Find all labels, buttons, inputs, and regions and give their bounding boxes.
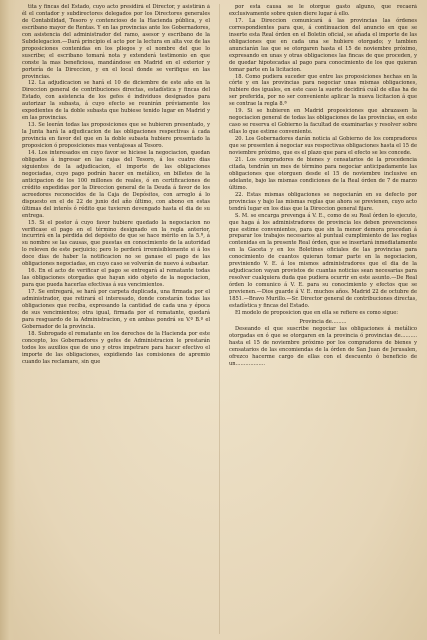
paragraph: Deseando el que suscribe negociar las obligaciones á metálico otorgadas en ó que se otorgaren en la provincia ó provincias de.......... hasta el 15 de noviembre próximo por los compradores de bienes y censatarios de las encomiendas de la órden de San Juan de Jerusalen, ofrezco hacerme cargo de ellas con el descuento ó beneficio de un.................. — [229, 325, 417, 367]
left-column — [22, 4, 210, 634]
paragraph: S. M. se encarga prevenga á V. E., como de su Real órden lo ejecuto, que haga á los administradores de provincia les deben prevenciones que estime convenientes, para que sin la menor demora procedan á preparar los trabajos necesarios al puntual cumplimiento de las reglas contenidas en la presente Real órden, que se insertará inmediatamente en la Gaceta y en los Boletines oficiales de las provincias para conocimiento de cuantos quieran tomar parte en la negociacion, previniendo V. E. á los mismos administradores que el dia de la adjudicacion vayan provistos de cuantas noticias sean necesarias para resolver cualquiera duda que pudiera ocurrir en este asunto.—De Real órden lo comunico á V. E. para su conocimiento y efectos que se previenen.—Dios guarde á V. E. muchos años. Madrid 22 de octubre de 1851.—Bravo Murillo.—Sr. Director general de contribuciones directas, estadística y fincas del Estado. — [229, 212, 417, 309]
paragraph: 13. Se leerán todas las proposiciones que se hubieren presentado, y la Junta hará la adjudicacion de las obligaciones respectivas á cada provincia en favor del que en la doble subasta hubiere presentado la proposicion ó proposiciones mas ventajosas al Tesoro. — [22, 122, 210, 150]
paragraph: 18. Como pudiera suceder que entre las proposiciones hechas en la córte y en las provincias para negociar unas mismas obligaciones, hubiere dos iguales, en este caso la suerte decidirá cuál de ellas ha de ser preferida, por no ser conveniente aplicar la nueva licitacion á que se contrae la regla 8.ª — [229, 73, 417, 108]
right-column — [229, 4, 417, 634]
paragraph: 19. Si se hubieren en Madrid proposiciones que abrazasen la negociacion general de todas las obligaciones de las provincias, en este caso se reserva el Gobierno la facultad de examinarlas y resolver sobre ellas lo que estime conveniente. — [229, 108, 417, 136]
paragraph: 21. Los compradores de bienes y censatarios de la procedencia citada, tendrán un mes de término para negociar anticipadamente las obligaciones que otorguen desde el 15 de noviembre inclusive en adelante, bajo las mismas condiciones de la Real órden de 7 de marzo último. — [229, 156, 417, 191]
paragraph: 12. La adjudicacion se hará el 10 de diciembre de este año en la Direccion general de contribuciones directas, estadística y fincas del Estado, con asistencia de los gefes é individuos designados para autorizar la subasta, á cuyo efecto se reunirán préviamente los expedientes de la doble subasta que hubiese tenido lugar en Madrid y en las provincias. — [22, 80, 210, 122]
paragraph: 18. Subrogado el rematante en los derechos de la Hacienda por este concepto, los Gobernadores y gefes de Administracion le prestarán todos los auxilios que de uno y otros impetrare para hacer efectivo el importe de las obligaciones, expidiendo las comisiones de apremio cuando las reclamare, sin que — [22, 330, 210, 365]
column-separator — [219, 4, 220, 634]
paragraph: El modelo de proposicion que en ella se refiere es como sigue: — [235, 309, 399, 316]
two-column-body — [22, 4, 417, 634]
paragraph: 17. Se entregará, se hará por carpeta duplicada, una firmada por el administrador, que retirará el interesado, donde constarán todas las obligaciones que reciba, expresando la cantidad de cada una y época de sus vencimientos; otra igual, firmada por el rematante, quedará para resguardo de la Administracion, y en ambas pondrá su V.º B.º el Gobernador de la provincia. — [22, 289, 210, 330]
paragraph: 22. Estas mismas obligaciones se negociarán en su defecto por provincias y bajo las mismas reglas que ahora se previenen, cuyo acto tendrá lugar en los dias que la Direccion general fijare. — [229, 191, 417, 212]
paragraph: por esta causa se le otorgue gasto alguno, que recaerá exclusivamente sobre quien diere lugar á ello. — [229, 4, 417, 17]
paragraph: Provincia de......... — [299, 318, 347, 325]
paragraph: 14. Los interesados en cuyo favor se hiciese la negociacion, quedan obligados á ingresar en las cajas del Tesoro, á los cuatro dias siguientes de la adjudicacion, el importe de las obligaciones negociadas, cuyo pago podrán hacer en metálico, en billetes de la anticipacion de los 100 millones de reales, ó en certificaciones de crédito expedidas por la Direccion general de la Deuda á favor de los acreedores reconocidos de la Caja de Depósitos, con arreglo á lo dispuesto en el de 22 de junio del año último, con abono en estas últimas del interés ó rédito que tuvieren devengado hasta el dia de su entrega. — [22, 150, 210, 219]
paragraph: tita y fincas del Estado, cuyo acto presidirá el Director, y asistirán á él el contador y subdirectores delegados por los Directores generales de Contabilidad, Tesoro y contencioso de la Hacienda pública, y el escribano mayor de Rentas. Y en las provincias ante los Gobernadores, con asistencia del administrador del ramo, asesor y escribano de la Subdelegacion.—Dará principio el acto por la lectura en alta voz de las proposiciones contenidas en los pliegos y el nombre del que lo suscribe; el escribano tomará nota y extenderá testimonio en que conste la mas beneficiosa, mandándose en Madrid en el exterior y portería de la Direccion, y en el local donde se verifique en las provincias. — [22, 4, 210, 80]
paragraph: 16. En el acto de verificar el pago se entregará al rematante todas las obligaciones otorgadas que hayan sido objeto de la negociacion, para que pueda hacerlas efectivas á sus vencimientos. — [22, 268, 210, 289]
paragraph: 15. Si el postor á cuyo favor hubiere quedado la negociacion no verificase el pago en el término designado en la regla anterior, incurrirá en la pérdida del depósito de que se hace mérito en la 5.ª, á su nombre se las causas, que puestas en conocimiento de la autoridad lo releven de este perjuicio; pero lo perderá irremisiblemente si á los doce dias de haber la notificacion no se ganase el pago de las obligaciones negociadas, en cuyo caso se volverán de nuevo á subastar. — [22, 219, 210, 268]
paragraph: 20. Los Gobernadores darán noticia al Gobierno de los compradores que se presenten á negociar sus respectivas obligaciones hasta el 15 de noviembre próximo, que es el plazo que para el efecto se les concede. — [229, 136, 417, 157]
page-edge-stain — [0, 0, 16, 640]
paragraph: 17. La Direccion comunicará á las provincias las órdenes correspondientes para que, á continuacion del anuncio en que se inserte esta Real órden en el Boletin oficial, se añada el importe de las obligaciones que en cada una se hubiere otorgado; y tambien anunciarán las que se otorgaren hasta el 15 de noviembre próximo, expresando en unas y otras obligaciones las fincas de que proceden, y de quedar hipotecadas al pago para conocimiento de los que quieran tomar parte en la licitacion. — [229, 17, 417, 73]
